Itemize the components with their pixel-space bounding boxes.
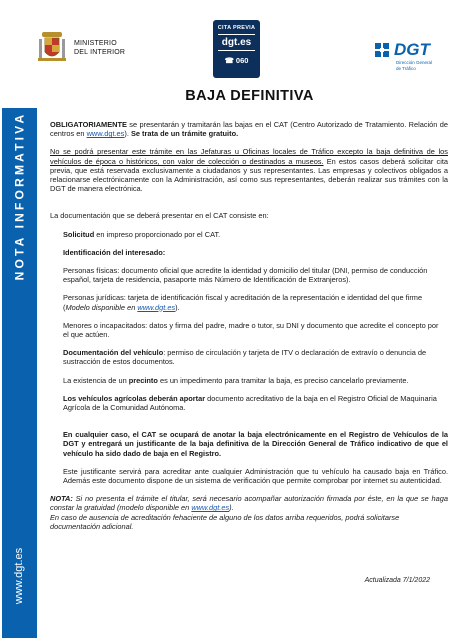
restriction-underlined: No se podrá presentar este trámite en las Jefaturas u Oficinas locales de Tráfico excepto la baja definitiva de los vehículos de época o históricos, con valor de colección o destinados a museos. (50, 147, 448, 166)
juridicas-tail: ). (175, 302, 180, 312)
phone-icon: ☎ (224, 56, 234, 65)
cita-previa-badge[interactable] (213, 20, 260, 78)
dgt-emblem-icon (372, 40, 394, 64)
sidebar-url-box (2, 536, 37, 616)
justificante-paragraph: Este justificante servirá para acreditar ante cualquier Administración que tu vehículo ha causado baja en Tráfico. Además este documento dispone de un sistema de verificación que permite comprobar por internet su autenticidad. (63, 466, 448, 486)
ministry-line1: MINISTERIO (74, 40, 117, 47)
sidebar-url[interactable]: www.dgt.es (13, 547, 26, 605)
badge-title: CITA PREVIA (217, 25, 256, 31)
dgt-subtitle (396, 60, 432, 71)
solicitud-bold: Solicitud (63, 229, 95, 239)
intro-link[interactable]: www.dgt.es (86, 129, 125, 139)
agricolas-bold: Los vehículos agrícolas deberán aportar (63, 393, 206, 403)
badge-site: dgt.es (218, 34, 255, 51)
updated-date: Actualizada 7/1/2022 (364, 577, 430, 584)
nota-text2: ). (229, 503, 234, 513)
sidebar-title: NOTA INFORMATIVA (12, 111, 27, 280)
ministry-line2: DEL INTERIOR (74, 49, 126, 56)
intro-bold-lead: OBLIGATORIAMENTE (50, 120, 127, 129)
precinto-item (50, 376, 448, 385)
identificacion-heading: Identificación del interesado: (63, 247, 166, 257)
juridicas-italic: Modelo disponible en (65, 302, 138, 312)
personas-juridicas (50, 293, 448, 311)
nota-line2: En caso de ausencia de acreditación fehaciente de alguno de los datos arriba requeridos, podrá solicitarse documentación adicional. (50, 512, 400, 531)
precinto-text2: es un impedimento para tramitar la baja, es preciso cancelarlo previamente. (157, 375, 409, 385)
coat-of-arms-icon (38, 30, 66, 66)
menores-item: Menores o incapacitados: datos y firma del padre, madre o tutor, su DNI y documento que acredite el concepto por el que actúen. (63, 320, 439, 340)
badge-phone-row (213, 56, 260, 65)
personas-fisicas: Personas físicas: documento oficial que acredite la identidad y domicilio del titular (DNI, permiso de conducción español, tarjeta de residencia, pasaporte más Número de Identificación de Extranjeros). (63, 266, 428, 285)
ministry-logo (38, 30, 125, 66)
agricolas-text: documento acreditativo de la baja en el Registro Oficial de Maquinaria Agrícola de la Comunidad Autónoma. (63, 393, 437, 413)
juridicas-text: Personas jurídicas: tarjeta de identificación fiscal y acreditación de la representación e identidad del que firme ( (63, 293, 423, 312)
intro-text2: ). (124, 129, 131, 139)
agricolas-item (50, 394, 448, 412)
restriction-rest: En estos casos deberá solicitar cita previa, que está reservada exclusivamente a ciudadanos y sus representantes. Las empresas y colectivos obligados a relacionarse electrónicamente con la Administración, así como sus representantes, deberán realizar sus trámites con la DGT de manera electrónica. (50, 156, 449, 194)
nota-bold: NOTA: (50, 494, 73, 504)
precinto-bold: precinto (128, 375, 158, 385)
sidebar-title-box (2, 108, 37, 283)
sidebar-band (2, 108, 37, 638)
dgt-sub-line2: de Tráfico (396, 65, 416, 71)
page-title: BAJA DEFINITIVA (185, 88, 314, 104)
dgt-logo (372, 40, 452, 78)
solicitud-item (50, 230, 448, 239)
nota-paragraph (50, 494, 448, 512)
vehiculo-bold: Documentación del vehículo (63, 348, 164, 358)
vehiculo-item (50, 348, 448, 366)
badge-phone: 060 (235, 56, 249, 65)
nota-text1: Si no presenta el trámite el titular, será necesario acompañar autorización firmada por éste, en la que se haga constar la gratuidad (modelo disponible en (50, 494, 448, 513)
document-body (50, 120, 448, 531)
intro-bold-tail: Se trata de un trámite gratuito. (130, 129, 239, 139)
ministry-name (74, 39, 125, 57)
nota-link[interactable]: www.dgt.es (191, 503, 230, 513)
docs-intro: La documentación que se deberá presentar en el CAT consiste en: (50, 211, 269, 221)
vehiculo-text: : permiso de circulación y tarjeta de ITV o declaración de extravío o denuncia de sustracción de estos documentos. (63, 348, 427, 367)
precinto-text1: La existencia de un (63, 375, 129, 385)
restriction-paragraph (50, 147, 448, 193)
intro-text1: se presentarán y tramitarán las bajas en el CAT (Centro Autorizado de Tratamiento. Relación de centros en (50, 120, 448, 139)
dgt-wordmark: DGT (394, 40, 430, 59)
dgt-sub-line1: Dirección General (396, 60, 433, 65)
juridicas-link[interactable]: www.dgt.es (137, 302, 176, 312)
cat-notice: En cualquier caso, el CAT se ocupará de anotar la baja electrónicamente en el Registro de Vehículos de la DGT y entregará un justificante de la baja definitiva de la Dirección General de Tráfico indicativo de que el vehículo ha sido dado de baja en el Registro. (63, 430, 448, 458)
solicitud-text: en impreso proporcionado por el CAT. (94, 229, 221, 239)
intro-paragraph (50, 120, 448, 138)
